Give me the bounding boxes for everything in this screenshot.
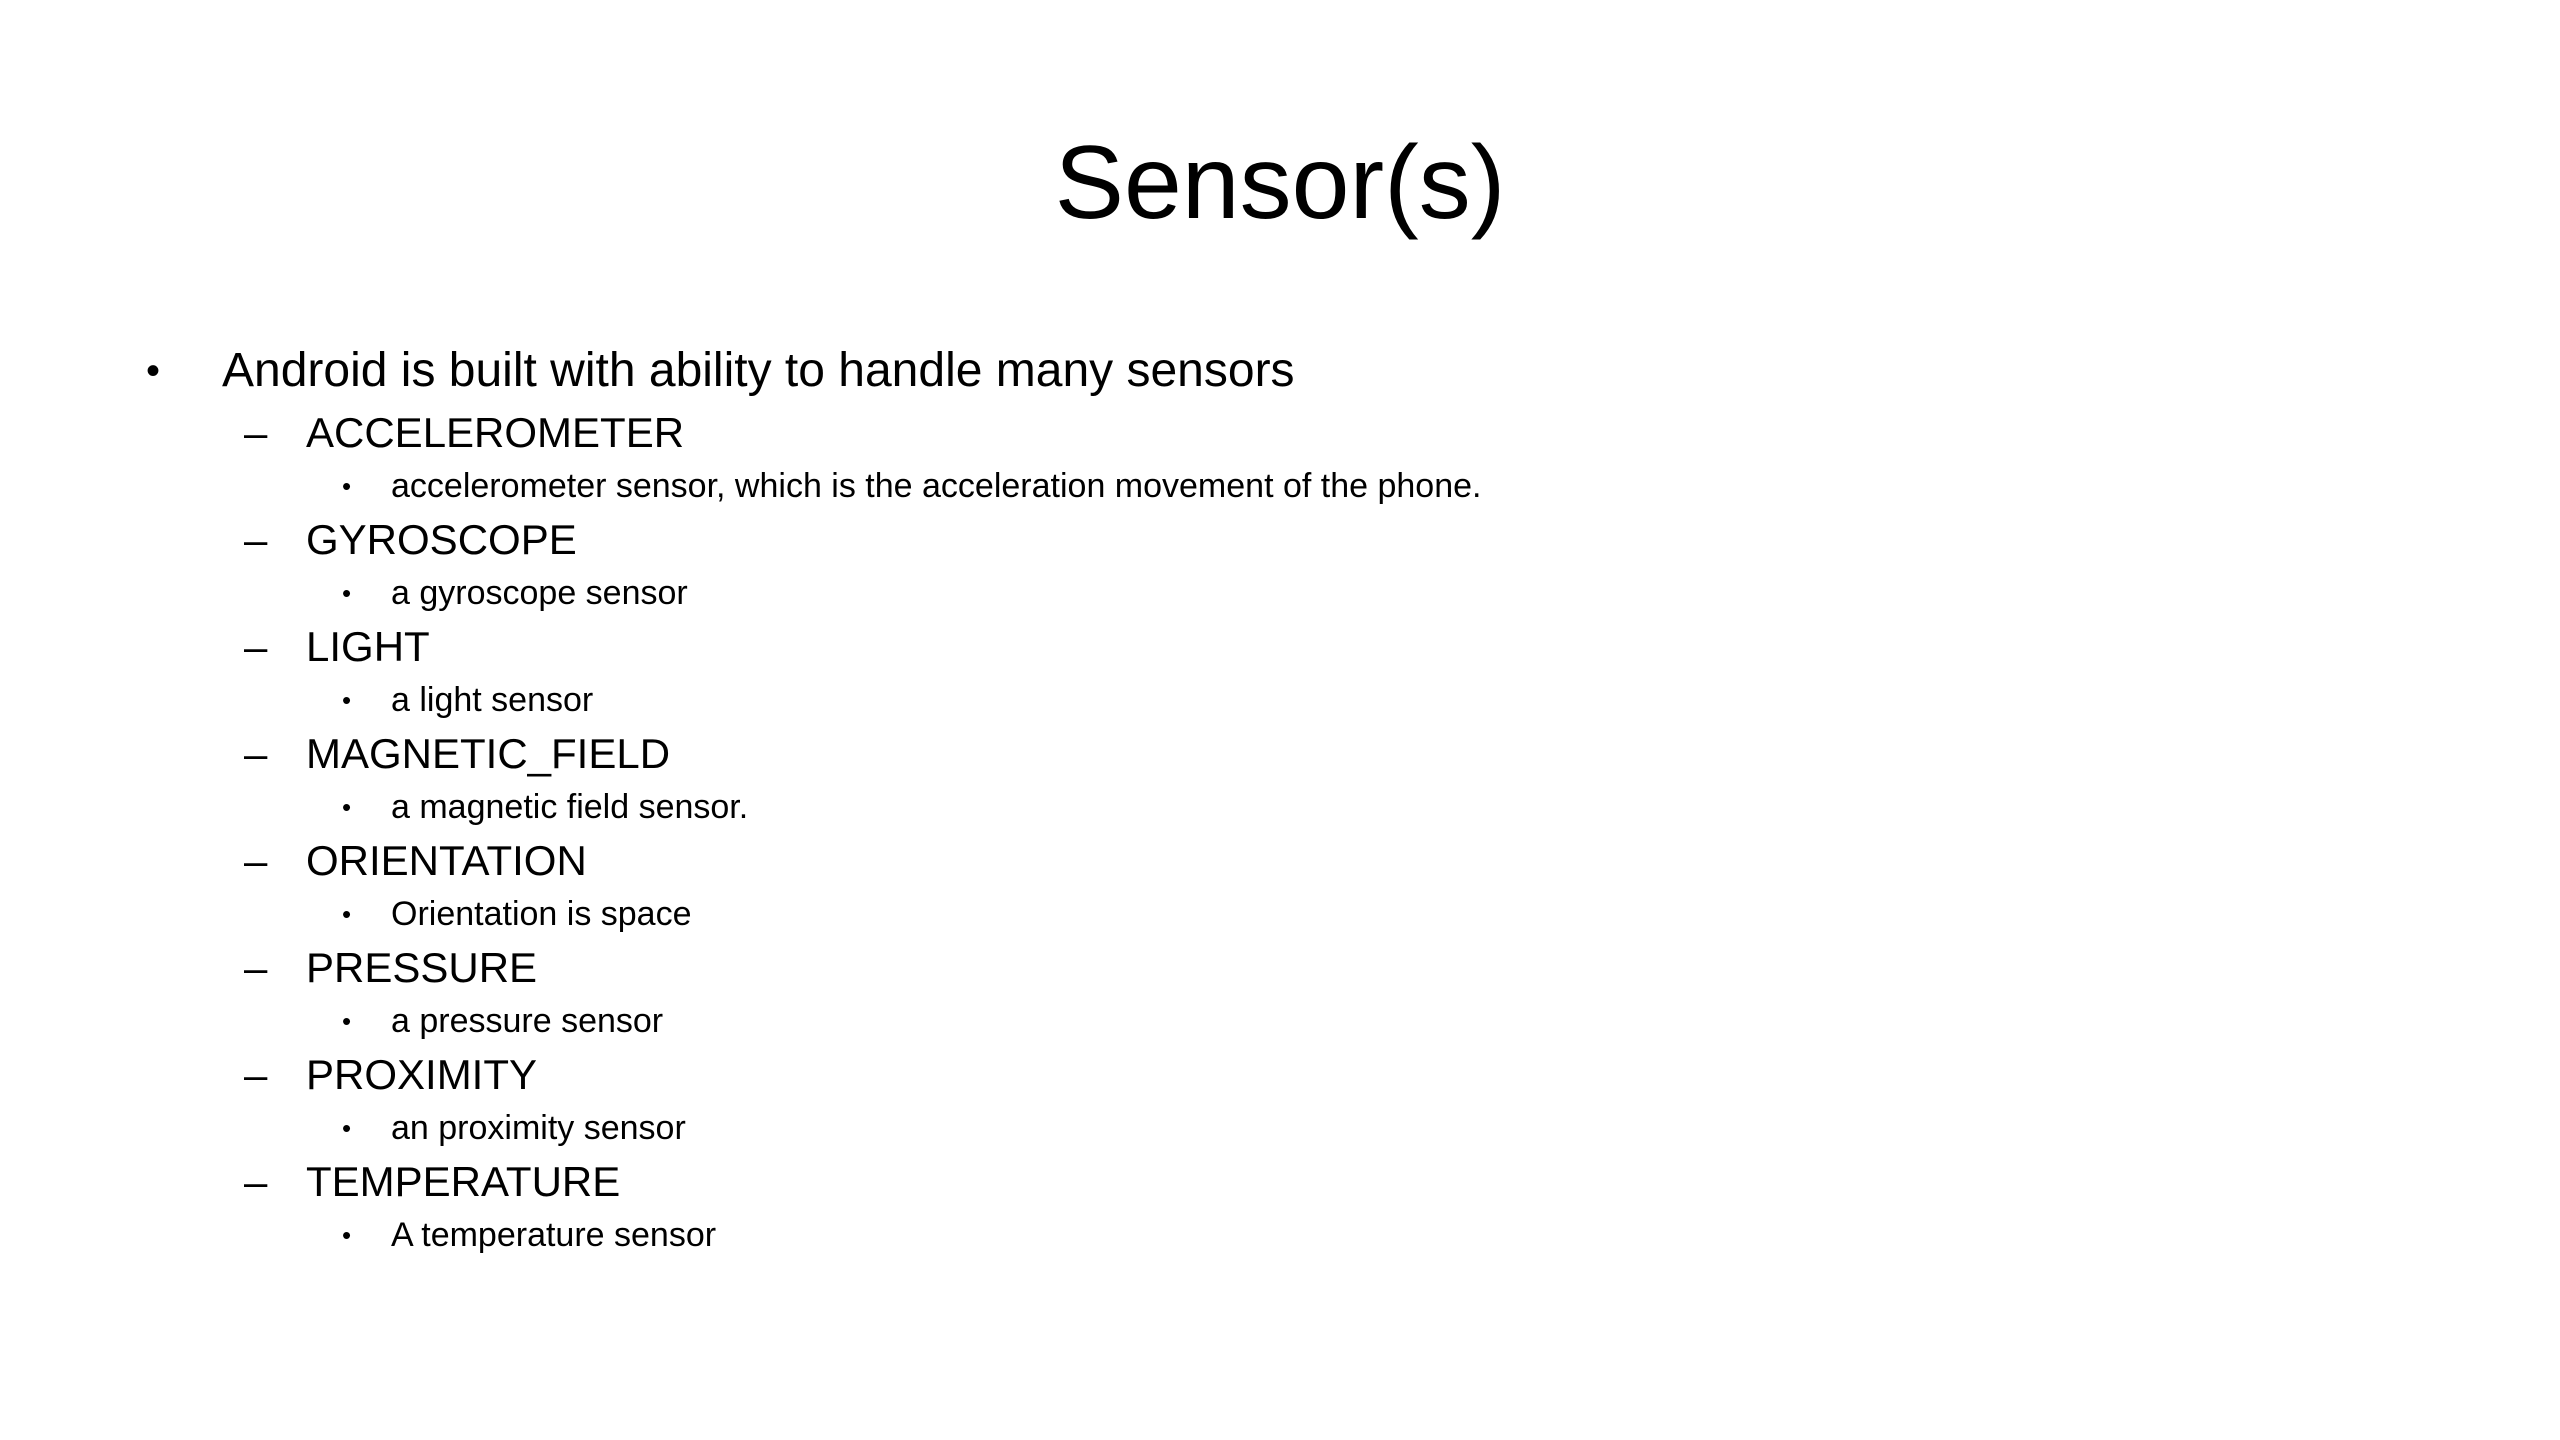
sensor-name: MAGNETIC_FIELD [306, 730, 671, 777]
sensor-desc: a pressure sensor [391, 1002, 664, 1040]
sensor-item-temperature [0, 1156, 2560, 1263]
sensor-name-row [0, 407, 2560, 459]
sensor-name-row [0, 514, 2560, 566]
dash-icon: – [244, 1051, 268, 1098]
sensor-name-row [0, 942, 2560, 994]
sensor-item-proximity [0, 1049, 2560, 1156]
sensor-name: ACCELEROMETER [306, 409, 685, 456]
main-bullet-text: Android is built with ability to handle many sensors [222, 344, 1295, 397]
bullet-icon: • [146, 349, 161, 393]
bullet-icon: • [342, 685, 352, 715]
dash-icon: – [244, 1158, 268, 1205]
sensor-item-orientation [0, 835, 2560, 942]
sensor-desc: an proximity sensor [391, 1109, 686, 1147]
sensor-item-pressure [0, 942, 2560, 1049]
sensor-desc: A temperature sensor [391, 1216, 717, 1254]
dash-icon: – [244, 516, 268, 563]
bullet-icon: • [342, 1220, 352, 1250]
dash-icon: – [244, 730, 268, 777]
bullet-icon: • [342, 471, 352, 501]
sensor-item-accelerometer [0, 407, 2560, 514]
dash-icon: – [244, 944, 268, 991]
sensor-desc: Orientation is space [391, 895, 692, 933]
sensor-desc-row [0, 994, 2560, 1049]
sensor-desc: a magnetic field sensor. [391, 788, 749, 826]
sensor-name: PROXIMITY [306, 1051, 538, 1098]
dash-icon: – [244, 837, 268, 884]
sensor-desc-row [0, 780, 2560, 835]
sensor-name: GYROSCOPE [306, 516, 577, 563]
slide-title: Sensor(s) [1054, 125, 1506, 241]
sensor-name-row [0, 728, 2560, 780]
sensor-desc: a light sensor [391, 681, 594, 719]
sensor-desc-row [0, 1101, 2560, 1156]
sensor-name: ORIENTATION [306, 837, 587, 884]
sensor-name: LIGHT [306, 623, 430, 670]
sensor-desc-row [0, 887, 2560, 942]
sensor-name-row [0, 621, 2560, 673]
sensor-desc: accelerometer sensor, which is the acceleration movement of the phone. [391, 467, 1482, 505]
dash-icon: – [244, 409, 268, 456]
sensor-name: PRESSURE [306, 944, 538, 991]
sensor-name-row [0, 835, 2560, 887]
slide-content [0, 335, 2560, 1263]
bullet-icon: • [342, 792, 352, 822]
sensor-desc-row [0, 566, 2560, 621]
main-bullet [0, 335, 2560, 407]
sensor-desc: a gyroscope sensor [391, 574, 688, 612]
sensor-desc-row [0, 673, 2560, 728]
sensor-item-light [0, 621, 2560, 728]
sensor-name-row [0, 1156, 2560, 1208]
sensor-desc-row [0, 1208, 2560, 1263]
sensor-name: TEMPERATURE [306, 1158, 621, 1205]
bullet-icon: • [342, 1006, 352, 1036]
bullet-icon: • [342, 1113, 352, 1143]
bullet-icon: • [342, 899, 352, 929]
dash-icon: – [244, 623, 268, 670]
sensor-name-row [0, 1049, 2560, 1101]
bullet-icon: • [342, 578, 352, 608]
sensor-desc-row [0, 459, 2560, 514]
sensor-item-gyroscope [0, 514, 2560, 621]
sensor-item-magnetic-field [0, 728, 2560, 835]
